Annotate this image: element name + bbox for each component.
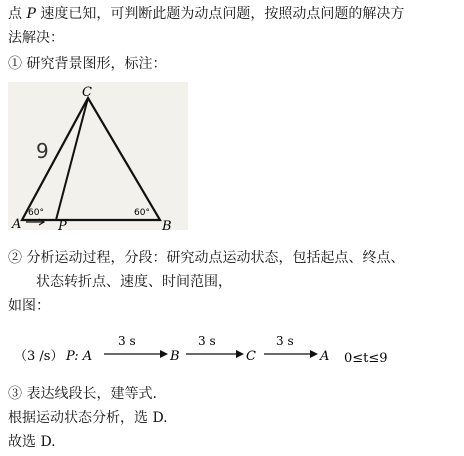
- step-2-text-1: ② 分析运动过程，分段：研究动点运动状态，包括起点、终点、: [8, 250, 405, 266]
- step-label-2: 3 s: [198, 334, 216, 348]
- arrow-2-head: [236, 350, 244, 358]
- label-angle-a: 60°: [28, 208, 44, 218]
- triangle-figure: [8, 82, 188, 230]
- arrow-1-head: [160, 350, 168, 358]
- label-angle-b: 60°: [134, 208, 150, 218]
- arrow-3-head: [310, 350, 318, 358]
- text: 速度已知，可判断此题为动点问题，按照动点问题的解决方: [35, 6, 405, 22]
- flow-start: P: A: [66, 349, 93, 364]
- as-figure-text: 如图：: [8, 298, 50, 314]
- node-a: A: [320, 349, 330, 364]
- label-b: B: [162, 219, 172, 230]
- time-range: 0≤t≤9: [344, 351, 388, 366]
- flow-rate: （3 /s）: [14, 349, 64, 364]
- step-3-text: ③ 表达线段长，建等式.: [8, 386, 157, 402]
- step-1-text: ① 研究背景图形，标注：: [8, 56, 167, 72]
- conclusion-2: 故选 D.: [8, 434, 56, 450]
- step-2-text-2: 状态转折点、速度、时间范围，: [36, 274, 232, 290]
- node-c: C: [246, 349, 256, 364]
- label-a: A: [12, 217, 22, 230]
- label-p: P: [58, 219, 67, 230]
- step-label-3: 3 s: [276, 334, 294, 348]
- label-side-9: 9: [36, 139, 49, 163]
- node-b: B: [170, 349, 180, 364]
- text: 点: [8, 6, 27, 22]
- var-p: P: [26, 6, 36, 22]
- line-intro-1: [8, 4, 404, 24]
- step-label-1: 3 s: [118, 334, 136, 348]
- line-intro-2: 法解决：: [8, 30, 64, 46]
- label-c: C: [82, 85, 92, 100]
- conclusion-1: 根据运动状态分析，选 D.: [8, 410, 168, 426]
- motion-flow-diagram: [14, 332, 434, 378]
